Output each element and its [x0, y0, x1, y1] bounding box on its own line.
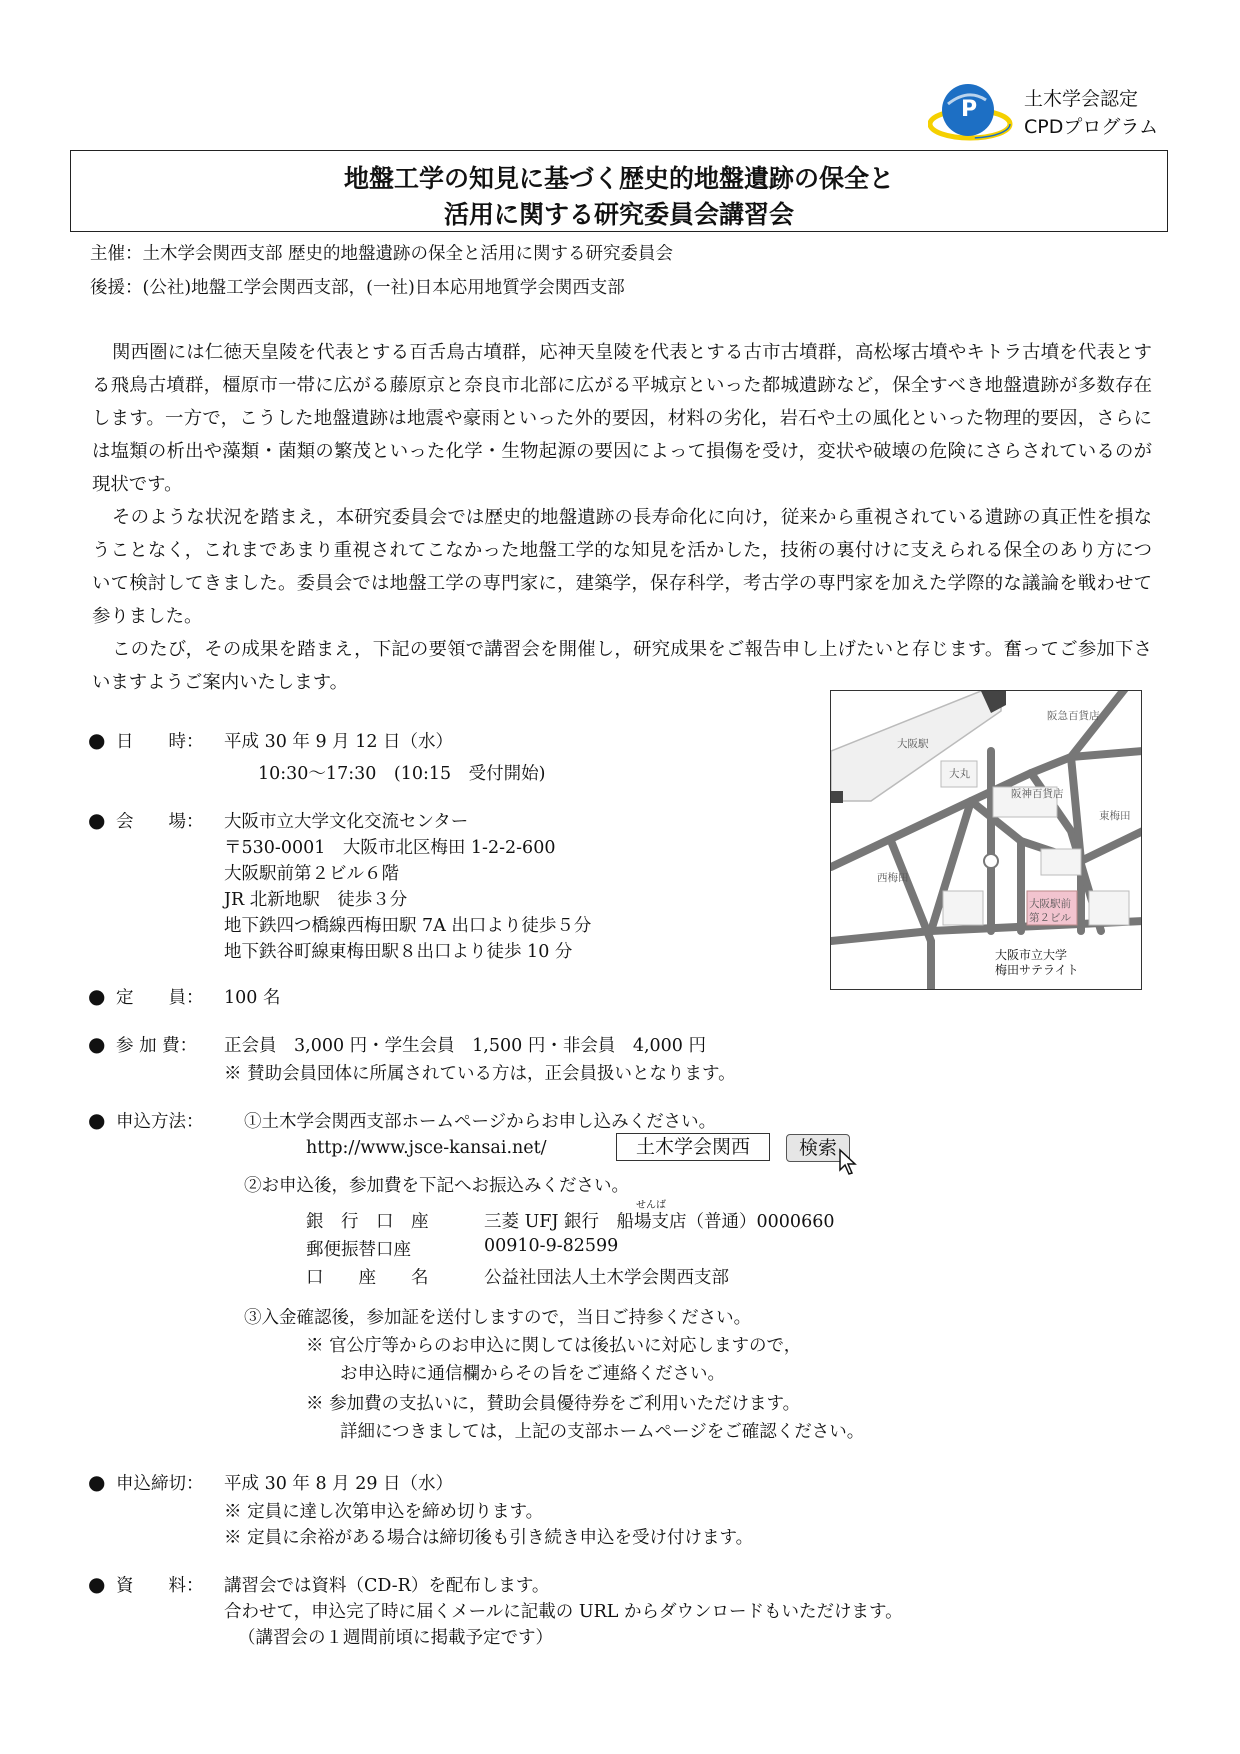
- capacity-label: 定 員：: [116, 988, 204, 1008]
- materials-line3: （講習会の１週間前頃に掲載予定です）: [238, 1628, 553, 1648]
- cpd-globe-icon: [928, 78, 1018, 144]
- apply-note2b: 詳細につきましては，上記の支部ホームページをご確認ください。: [340, 1422, 865, 1442]
- intro-paragraph-3: このたび，その成果を踏まえ，下記の要領で講習会を開催し，研究成果をご報告申し上げたいと存じます。奮ってご参加下さいますようご案内いたします。: [92, 639, 1152, 693]
- holder-value: 公益社団法人土木学会関西支部: [484, 1268, 729, 1288]
- venue-line: 大阪市立大学文化交流センター: [224, 812, 469, 832]
- intro-paragraph-1: 関西圏には仁徳天皇陵を代表とする百舌鳥古墳群，応神天皇陵を代表とする古市古墳群，高松塚古墳やキトラ古墳を代表とする飛鳥古墳群，橿原市一帯に広がる藤原京と奈良市北部に広がる平城京といった都城遺跡など，保全すべき地盤遺跡が多数存在します。一方で，こうした地盤遺跡は地震や豪雨といった外的要因，材料の劣化，岩石や土の風化といった物理的要因，さらには塩類の析出や藻類・菌類の繁茂といった化学・生物起源の要因によって損傷を受け，変状や破壊の危険にさらされているのが現状です。: [92, 342, 1152, 495]
- map-label-hanshin: 阪神百貨店: [1011, 788, 1064, 800]
- title-line-1: 地盤工学の知見に基づく歴史的地盤遺跡の保全と: [343, 164, 894, 193]
- search-input[interactable]: 土木学会関西: [616, 1133, 770, 1161]
- map-label-satellite-1: 大阪市立大学: [995, 948, 1068, 962]
- apply-note1a: ※ 官公庁等からのお申込に関しては後払いに対応しますので，: [306, 1336, 802, 1356]
- apply-url[interactable]: http://www.jsce-kansai.net/: [306, 1138, 547, 1158]
- venue-line: 大阪駅前第２ビル６階: [224, 864, 399, 884]
- fee-note: ※ 賛助会員団体に所属されている方は，正会員扱いとなります。: [224, 1064, 736, 1084]
- intro-paragraph-2: そのような状況を踏まえ，本研究委員会では歴史的地盤遺跡の長寿命化に向け，従来から重視されている遺跡の真正性を損なうことなく，これまであまり重視されてこなかった地盤工学的な知見を活かした，技術の裏付けに支えられる保全のあり方について検討してきました。委員会では地盤工学の専門家に，建築学，保存科学，考古学の専門家を加えた学際的な議論を戦わせて参りました。: [92, 507, 1152, 627]
- materials-line2: 合わせて，申込完了時に届くメールに記載の URL からダウンロードもいただけます。: [224, 1602, 903, 1622]
- bullet-icon: ●: [88, 1032, 106, 1056]
- capacity-value: 100 名: [224, 988, 281, 1008]
- map-label-osaka-station: 大阪駅: [897, 738, 929, 750]
- holder-label: 口 座 名: [306, 1268, 429, 1288]
- cpd-label-line2: CPDプログラム: [1024, 116, 1159, 138]
- venue-line: 〒530-0001 大阪市北区梅田 1-2-2-600: [224, 838, 556, 858]
- bullet-icon: ●: [88, 1108, 106, 1132]
- bullet-icon: ●: [88, 728, 106, 752]
- datetime-date: 平成 30 年 9 月 12 日（水）: [224, 732, 454, 752]
- bullet-icon: ●: [88, 1572, 106, 1596]
- venue-map: [830, 690, 1142, 990]
- datetime-label: 日 時：: [116, 732, 204, 752]
- apply-step2: ②お申込後，参加費を下記へお振込みください。: [244, 1176, 629, 1196]
- apply-label: 申込方法：: [116, 1112, 204, 1132]
- map-label-daimaru: 大丸: [949, 768, 970, 780]
- cpd-label-line1: 土木学会認定: [1024, 88, 1139, 110]
- deadline-note1: ※ 定員に達し次第申込を締め切ります。: [224, 1502, 544, 1522]
- fee-value: 正会員 3,000 円・学生会員 1,500 円・非会員 4,000 円: [224, 1036, 706, 1056]
- materials-line1: 講習会では資料（CD-R）を配布します。: [224, 1576, 550, 1596]
- svg-text:P: P: [961, 97, 978, 122]
- deadline-value: 平成 30 年 8 月 29 日（水）: [224, 1474, 454, 1494]
- deadline-label: 申込締切：: [116, 1474, 204, 1494]
- apply-step1: ①土木学会関西支部ホームページからお申し込みください。: [244, 1112, 717, 1132]
- search-button[interactable]: 検索: [786, 1134, 850, 1162]
- map-label-higashi-umeda: 東梅田: [1099, 810, 1131, 822]
- venue-line: 地下鉄四つ橋線西梅田駅 7A 出口より徒歩５分: [224, 916, 592, 936]
- bank-label: 銀 行 口 座: [306, 1212, 429, 1232]
- title-line-2: 活用に関する研究委員会講習会: [443, 200, 794, 229]
- venue-line: JR 北新地駅 徒歩３分: [224, 890, 408, 910]
- title-box: [70, 150, 1168, 232]
- venue-label: 会 場：: [116, 812, 204, 832]
- deadline-note2: ※ 定員に余裕がある場合は締切後も引き続き申込を受け付けます。: [224, 1528, 754, 1548]
- bank-ruby: せんば: [636, 1200, 666, 1211]
- supporter: 後援：(公社)地盤工学会関西支部，(一社)日本応用地質学会関西支部: [90, 278, 625, 298]
- cpd-logo: [928, 78, 1168, 144]
- map-label-nishi-umeda: 西梅田: [877, 872, 909, 884]
- map-label-satellite-2: 梅田サテライト: [995, 963, 1079, 977]
- postal-label: 郵便振替口座: [306, 1240, 411, 1260]
- postal-value: 00910-9-82599: [484, 1236, 619, 1256]
- materials-label: 資 料：: [116, 1576, 204, 1596]
- map-label-building-1: 大阪駅前: [1029, 898, 1071, 910]
- mouse-pointer-icon: [838, 1148, 858, 1176]
- bullet-icon: ●: [88, 808, 106, 832]
- apply-step3: ③入金確認後，参加証を送付しますので，当日ご持参ください。: [244, 1308, 752, 1328]
- map-label-hankyu: 阪急百貨店: [1047, 710, 1100, 722]
- apply-note2a: ※ 参加費の支払いに，賛助会員優待券をご利用いただけます。: [306, 1394, 801, 1414]
- bullet-icon: ●: [88, 984, 106, 1008]
- venue-line: 地下鉄谷町線東梅田駅８出口より徒歩 10 分: [224, 942, 573, 962]
- organizer: 主催：土木学会関西支部 歴史的地盤遺跡の保全と活用に関する研究委員会: [90, 244, 674, 264]
- datetime-time: 10:30〜17:30 (10:15 受付開始): [258, 764, 546, 784]
- bank-value: 三菱 UFJ 銀行 船場支店（普通）0000660: [484, 1212, 835, 1232]
- fee-label: 参 加 費：: [116, 1036, 198, 1056]
- apply-note1b: お申込時に通信欄からその旨をご連絡ください。: [340, 1364, 725, 1384]
- venue-map-svg: [831, 691, 1142, 990]
- bullet-icon: ●: [88, 1470, 106, 1494]
- intro: [92, 336, 1152, 699]
- map-label-building-2: 第２ビル: [1029, 912, 1071, 924]
